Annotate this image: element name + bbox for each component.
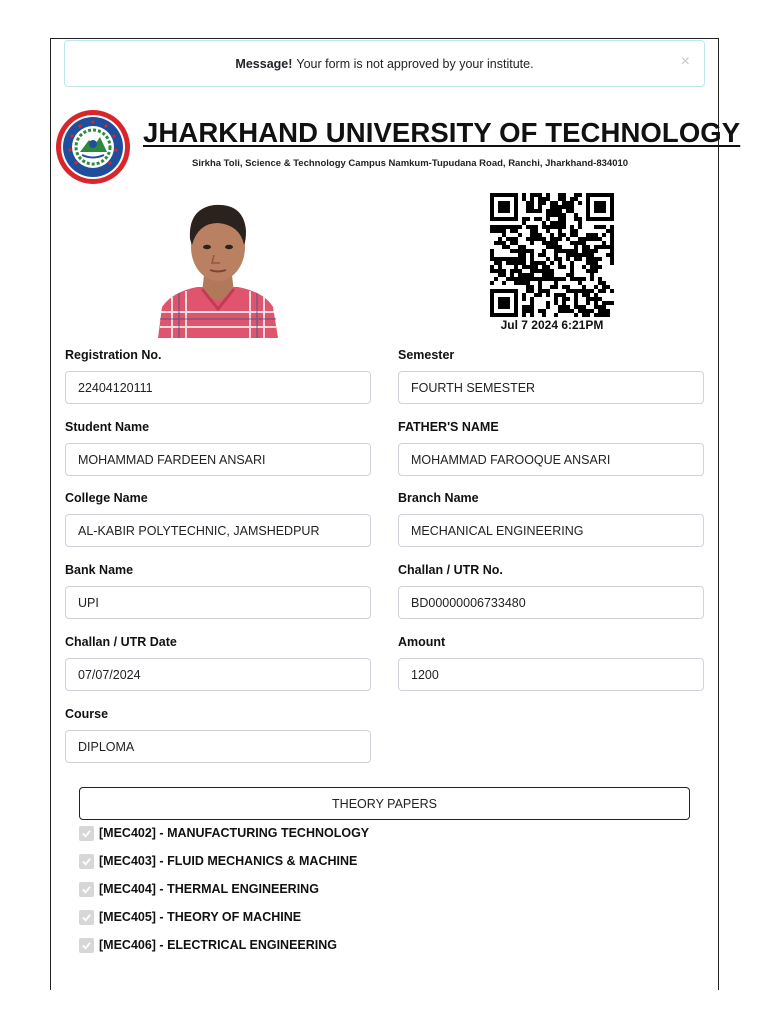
branch-name-label: Branch Name [398, 491, 479, 505]
alert-strong: Message! [235, 56, 293, 71]
amount-label: Amount [398, 635, 446, 649]
university-title: JHARKHAND UNIVERSITY OF TECHNOLOGY [143, 117, 741, 148]
challan-date-field[interactable]: 07/07/2024 [65, 658, 371, 691]
paper-item [79, 823, 369, 843]
checkbox-checked[interactable] [79, 938, 94, 953]
challan-date-label: Challan / UTR Date [65, 635, 177, 649]
university-address: Sirkha Toli, Science & Technology Campus Namkum-Tupudana Road, Ranchi, Jharkhand-834010 [192, 158, 629, 169]
amount-field[interactable]: 1200 [398, 658, 704, 691]
close-icon[interactable]: × [680, 53, 690, 70]
branch-name-field[interactable]: MECHANICAL ENGINEERING [398, 514, 704, 547]
paper-item [79, 879, 319, 899]
challan-no-field[interactable]: BD00000006733480 [398, 586, 704, 619]
qr-timestamp: Jul 7 2024 6:21PM [500, 318, 604, 332]
semester-field[interactable]: FOURTH SEMESTER [398, 371, 704, 404]
fathers-name-label: FATHER'S NAME [398, 420, 499, 434]
college-name-label: College Name [65, 491, 148, 505]
checkbox-checked[interactable] [79, 910, 94, 925]
bank-name-field[interactable]: UPI [65, 586, 371, 619]
paper-label: [MEC405] - THEORY OF MACHINE [99, 910, 302, 924]
alert-text: Your form is not approved by your institute. [296, 56, 534, 71]
theory-papers-header: THEORY PAPERS [79, 787, 690, 820]
paper-item [79, 907, 301, 927]
course-field[interactable]: DIPLOMA [65, 730, 371, 763]
paper-label: [MEC403] - FLUID MECHANICS & MACHINE [99, 854, 358, 868]
paper-item [79, 851, 357, 871]
semester-label: Semester [398, 348, 455, 362]
student-name-field[interactable]: MOHAMMAD FARDEEN ANSARI [65, 443, 371, 476]
fathers-name-field[interactable]: MOHAMMAD FAROOQUE ANSARI [398, 443, 704, 476]
student-name-label: Student Name [65, 420, 150, 434]
student-photo [152, 197, 283, 338]
paper-label: [MEC402] - MANUFACTURING TECHNOLOGY [99, 826, 370, 840]
paper-label: [MEC406] - ELECTRICAL ENGINEERING [99, 938, 337, 952]
qr-code [490, 193, 614, 317]
paper-label: [MEC404] - THERMAL ENGINEERING [99, 882, 319, 896]
bank-name-label: Bank Name [65, 563, 134, 577]
course-label: Course [65, 707, 109, 721]
challan-no-label: Challan / UTR No. [398, 563, 503, 577]
checkbox-checked[interactable] [79, 826, 94, 841]
university-logo [54, 108, 132, 186]
checkbox-checked[interactable] [79, 882, 94, 897]
college-name-field[interactable]: AL-KABIR POLYTECHNIC, JAMSHEDPUR [65, 514, 371, 547]
registration-no-label: Registration No. [65, 348, 162, 362]
paper-item [79, 935, 337, 955]
registration-no-field[interactable]: 22404120111 [65, 371, 371, 404]
checkbox-checked[interactable] [79, 854, 94, 869]
alert-message [64, 40, 705, 87]
